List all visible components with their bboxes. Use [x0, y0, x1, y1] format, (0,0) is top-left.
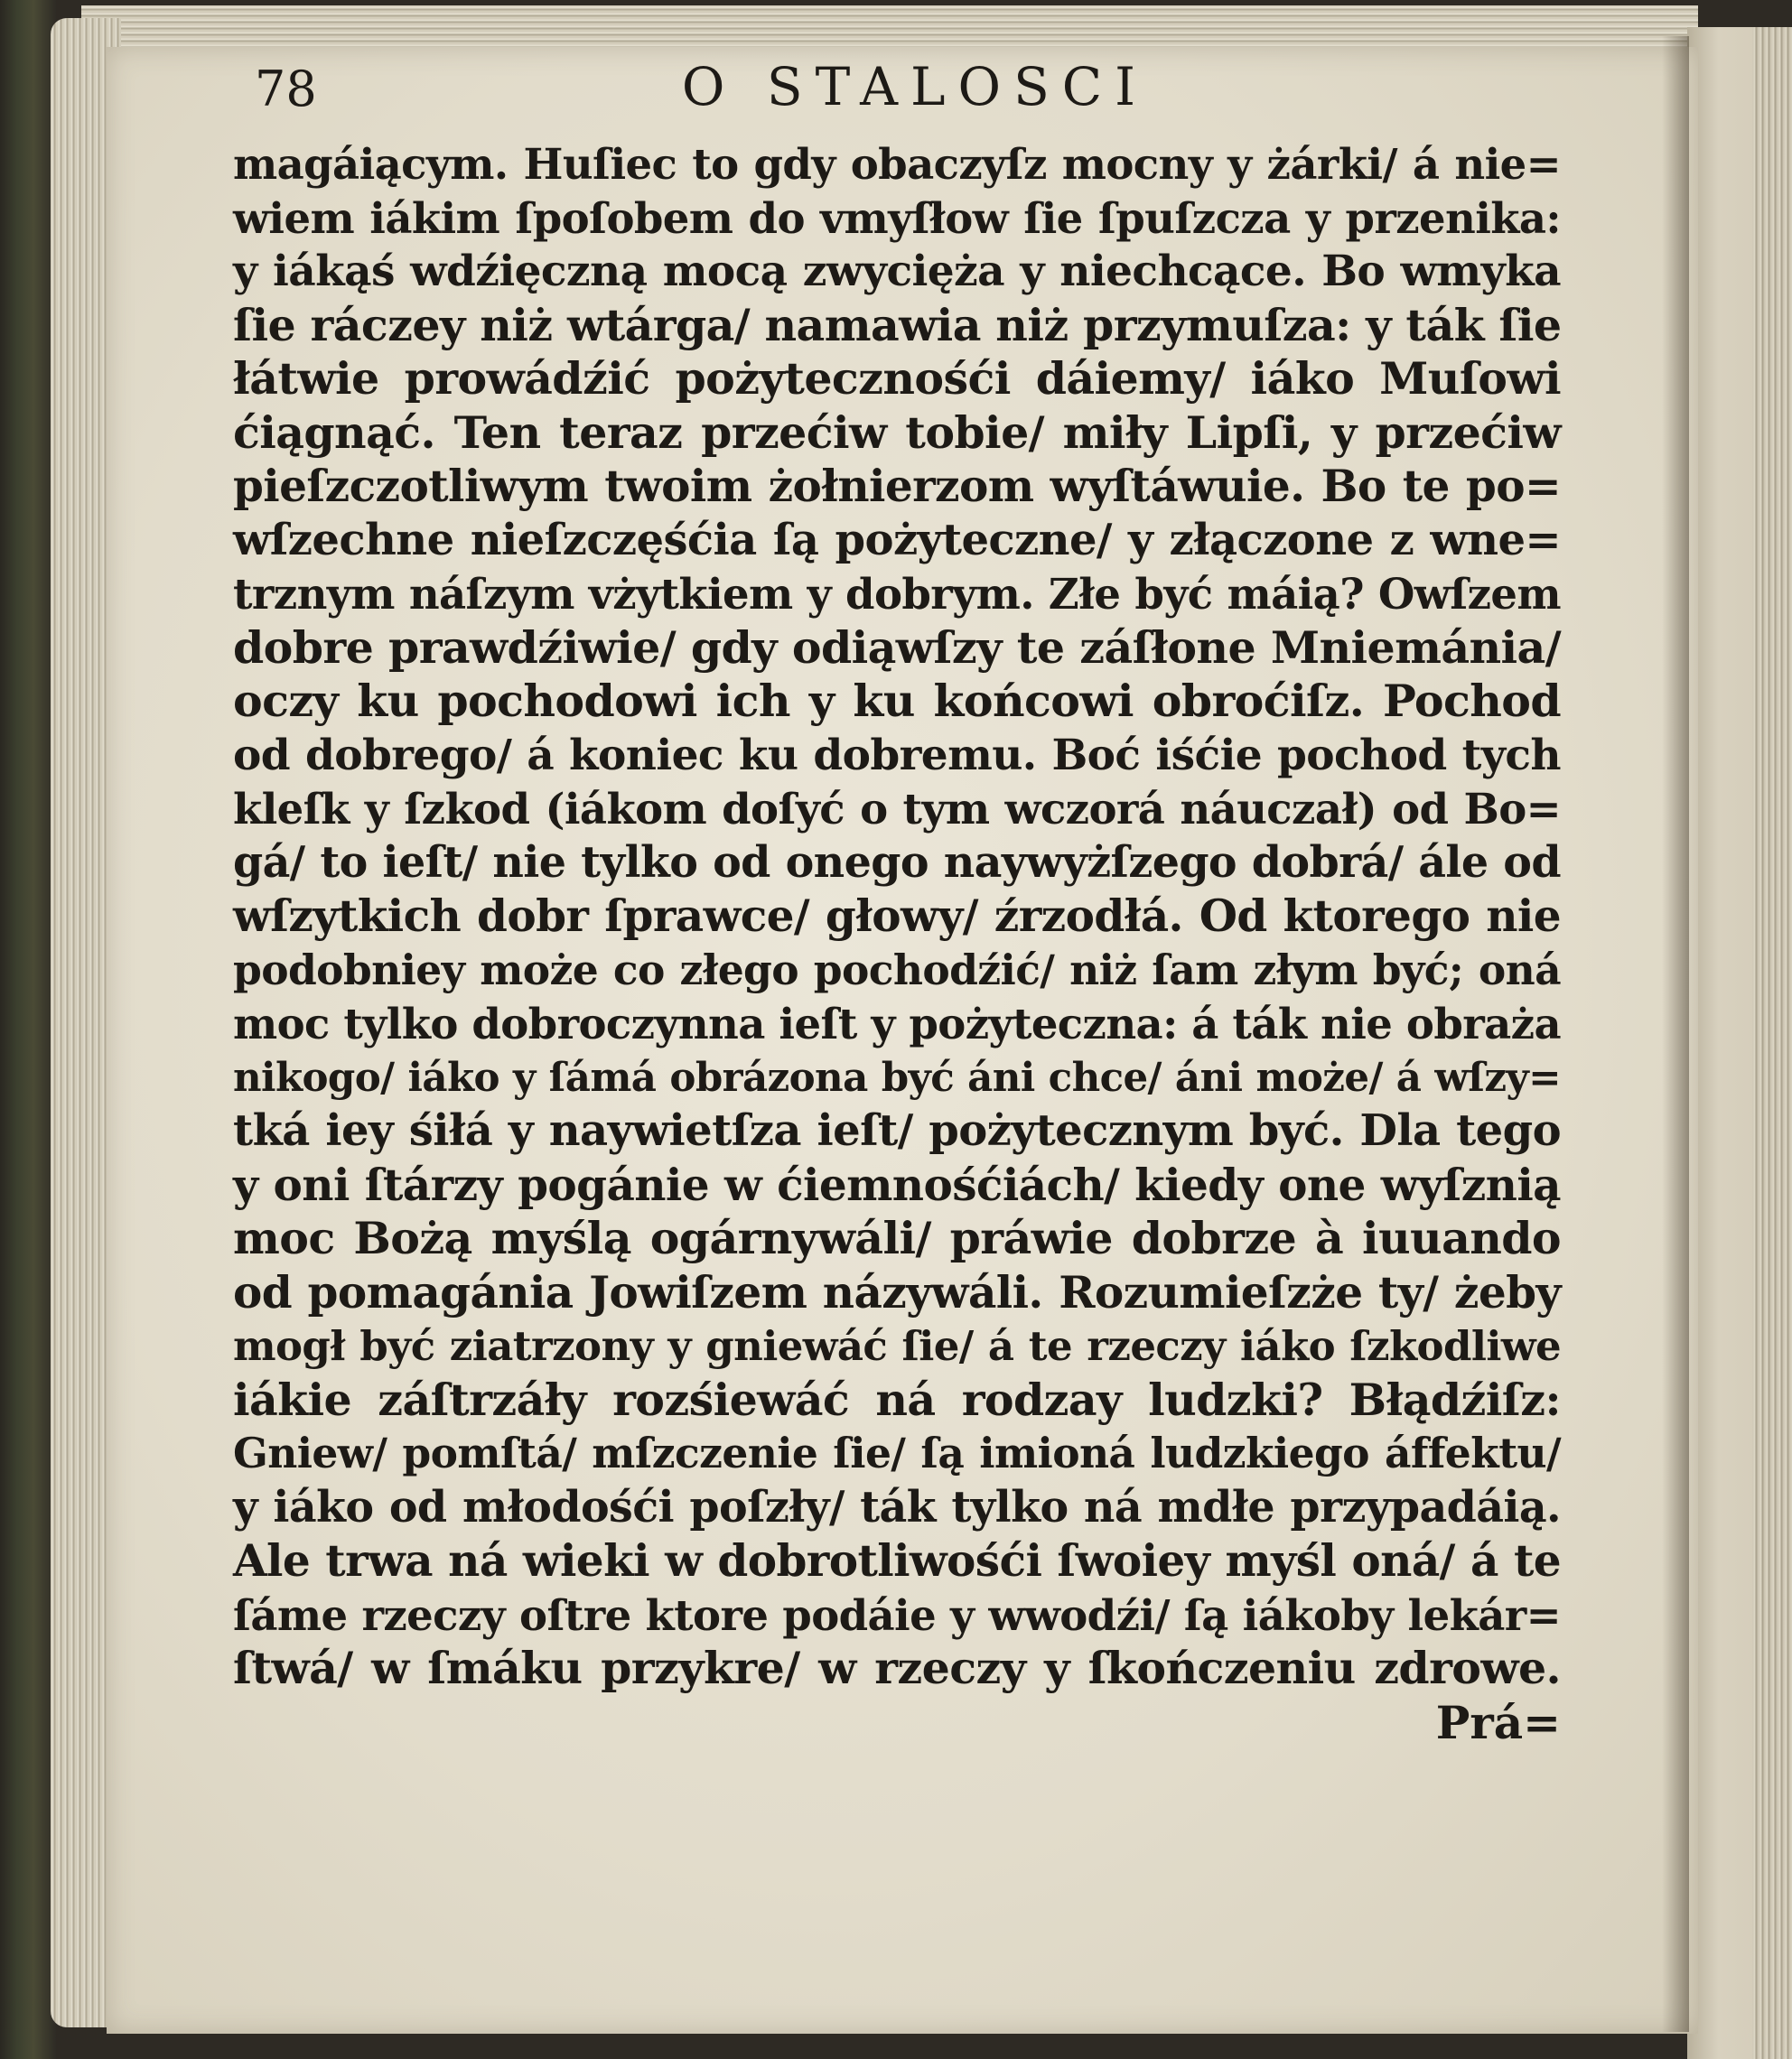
- body-text: [233, 137, 1561, 1750]
- text-line: gá/ to ieſt/ nie tylko od onego naywyżſzego dobrá/ ále od: [233, 836, 1561, 888]
- text-line: wſzechne nieſzczęśćia ſą pożyteczne/ y złączone z wne=: [233, 514, 1561, 565]
- text-line: wſzytkich dobr ſprawce/ głowy/ źrzodłá. Od ktorego nie: [233, 890, 1561, 942]
- text-line: kleſk y ſzkod (iákom doſyć o tym wczorá náuczał) od Bo=: [233, 784, 1561, 834]
- text-line: ſie ráczey niż wtárga/ namawia niż przymuſza: y ták ſie: [233, 298, 1562, 351]
- text-line: tká iey śiłá y naywietſza ieſt/ pożytecznym być. Dla tego: [233, 1105, 1561, 1156]
- page-gutter-shadow: [1662, 36, 1689, 2032]
- text-line: od dobrego/ á koniec ku dobremu. Boć iśćie pochod tych: [233, 730, 1561, 780]
- book-cover-edge: [0, 0, 56, 2059]
- text-line: Ale trwa ná wieki w dobrotliwośći ſwoiey myśl oná/ á te: [233, 1535, 1561, 1587]
- text-line: ſtwá/ w ſmáku przykre/ w rzeczy y ſkończeniu zdrowe.: [233, 1642, 1561, 1694]
- text-line: dobre prawdźiwie/ gdy odiąwſzy te záſłone Mniemánia/: [233, 620, 1561, 674]
- facing-page-edges: [1752, 27, 1792, 2059]
- page-title: O STALOSCI: [681, 56, 1149, 117]
- text-line: od pomagánia Jowiſzem názywáli. Rozumieſzże ty/ żeby: [233, 1266, 1561, 1318]
- text-line: łátwie prowádźić pożytecznośći dáiemy/ iáko Muſowi: [233, 352, 1561, 405]
- text-line: magáiącym. Huſiec to gdy obaczyſz mocny y żárki/ á nie=: [233, 139, 1561, 189]
- text-block: [233, 52, 1561, 1750]
- text-line: y iákąś wdźięczną mocą zwycięża y niechcące. Bo wmyka: [233, 247, 1561, 296]
- text-line: Gniew/ pomſtá/ mſzczenie ſie/ ſą imioná ludzkiego áffektu/: [233, 1429, 1561, 1477]
- text-line: moc Bożą myślą ogárnywáli/ práwie dobrze à iuuando: [233, 1212, 1561, 1264]
- catchword: Prá=: [1435, 1695, 1561, 1749]
- text-line: ćiągnąć. Ten teraz przećiw tobie/ miły Lipſi, y przećiw: [233, 405, 1561, 459]
- text-line: iákie záſtrzáły rozśiewáć ná rodzay ludzki? Błądźiſz:: [233, 1373, 1561, 1426]
- text-line: nikogo/ iáko y ſámá obrázona być áni chce/ áni może/ á wſzy=: [233, 1054, 1561, 1101]
- text-line: mogł być ziatrzony y gniewáć ſie/ á te rzeczy iáko ſzkodliwe: [233, 1322, 1561, 1370]
- page-number: 78: [255, 61, 317, 117]
- text-line: moc tylko dobroczynna ieſt y pożyteczna: á ták nie obraża: [233, 999, 1561, 1048]
- text-line: trznym náſzym vżytkiem y dobrym. Złe być máią? Owſzem: [233, 569, 1561, 619]
- text-line: y iáko od młodośći poſzły/ ták tylko ná mdłe przypadáią.: [233, 1481, 1561, 1533]
- text-line: podobniey może co złego pochodźić/ niż ſam złym być; oná: [233, 945, 1561, 994]
- text-line: y oni ſtárzy pogánie w ćiemnośćiách/ kiedy one wyſznią: [233, 1159, 1561, 1211]
- text-line: wiem iákim ſpoſobem do vmyſłow ſie ſpuſzcza y przenika:: [233, 192, 1561, 243]
- text-line: pieſzczotliwym twoim żołnierzom wyſtáwuie. Bo te po=: [233, 461, 1561, 512]
- text-line: ſáme rzeczy oſtre ktore podáie y wwodźi/ ſą iákoby lekár=: [233, 1589, 1561, 1640]
- text-line: oczy ku pochodowi ich y ku końcowi obroćiſz. Pochod: [233, 675, 1561, 727]
- running-head: [233, 52, 1561, 128]
